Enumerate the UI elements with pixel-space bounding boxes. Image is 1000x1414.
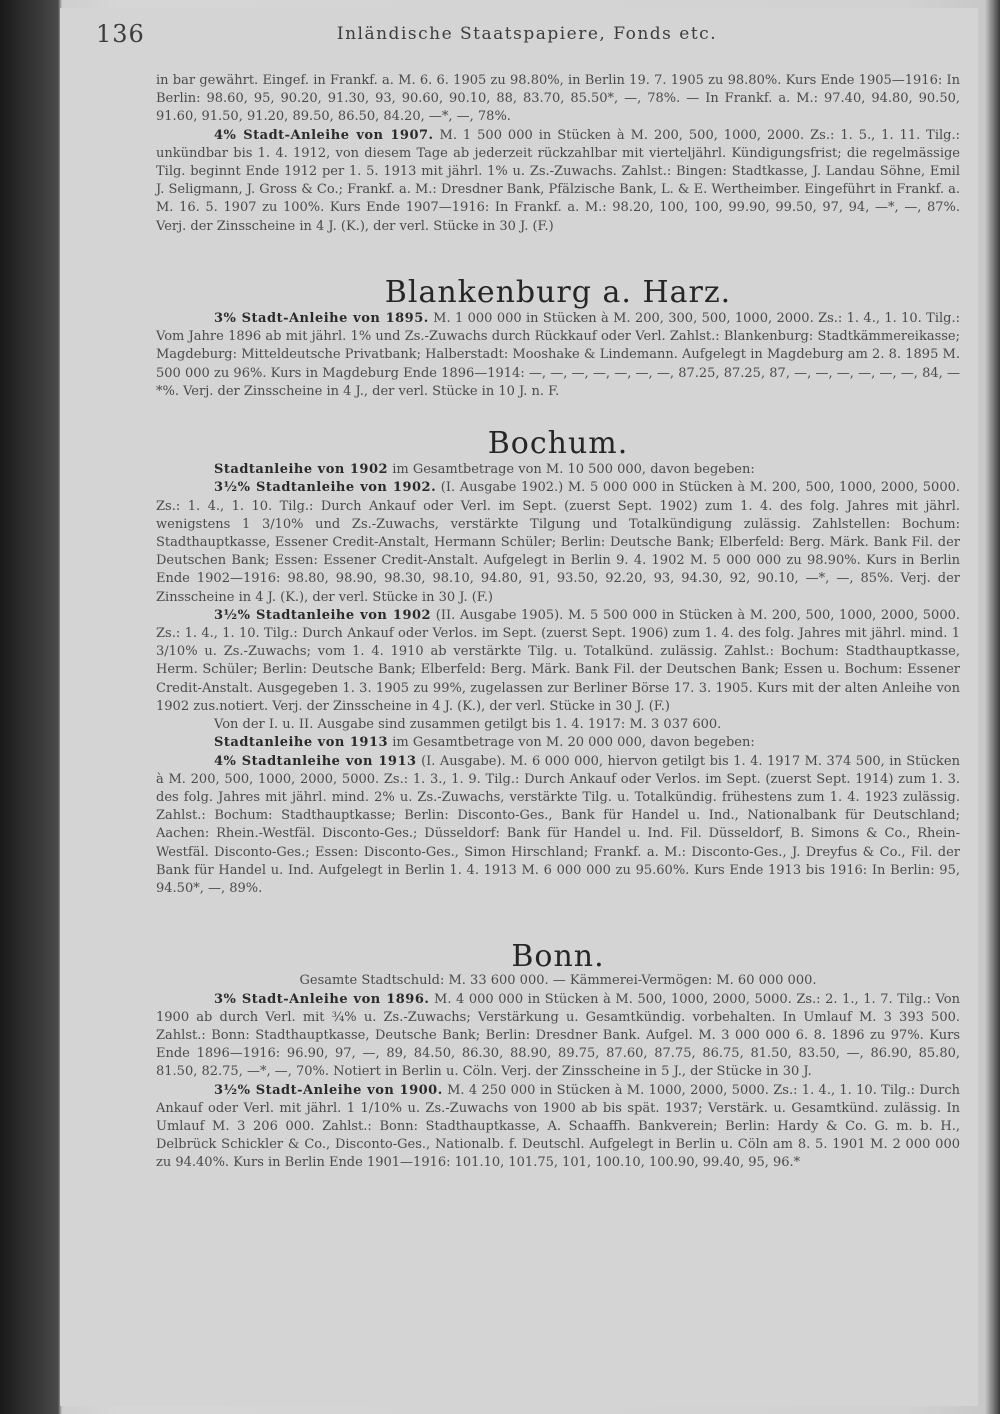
bochum-1913-heading: Stadtanleihe von 1913 bbox=[214, 735, 389, 751]
bochum-1902-heading: Stadtanleihe von 1902 bbox=[214, 462, 389, 478]
bonn-1900-entry bbox=[156, 1082, 960, 1173]
bonn-1896-text: M. 4 000 000 in Stücken à M. 500, 1000, 2000, 5000. Zs.: 2. 1., 1. 7. Tilg.: Von 1900 ab durch Verl. mit ¾% u. Zs.-Zuwachs; Verstärkung u. Gesamtkündig. vorbehalten. In Umlauf M. 3 393 500. Zahlst.: Bonn: Stadthauptkasse, Deutsche Bank; Berlin: Dresdner Bank. Aufgel. M. 3 000 000 6. 8. 1896 zu 97%. Kurs Ende 1896—1916: 96.90, 97, —, 89, 84.50, 86.30, 88.90, 89.75, 87.60, 87.75, 86.75, 81.50, 83.50, —, 86.90, 85.80, 81.50, 82.75, —*, —, 70%. Notiert in Berlin u. Cöln. Verj. der Zinsscheine in 5 J., der Stücke in 30 J. bbox=[156, 991, 961, 1080]
section-title-bochum: Bochum. bbox=[487, 426, 629, 462]
bochum-ausgabe-1-heading: 3½% Stadtanleihe von 1902. bbox=[214, 480, 437, 496]
bingen-1907-text: M. 1 500 000 in Stücken à M. 200, 500, 1000, 2000. Zs.: 1. 5., 1. 11. Tilg.: unkündbar bis 1. 4. 1912, von diesem Tage ab jederzeit rückzahlbar mit vierteljährl. Kündigungsfrist; die regelmässige Tilg. beginnt Ende 1912 per 1. 5. 1913 mit jährl. 1% u. Zs.-Zuwachs. Zahlst.: Bingen: Stadtkasse, J. Landau Söhne, Emil J. Seligmann, J. Gross & Co.; Frankf. a. M.: Dresdner Bank, Pfälzische Bank, L. & E. Wertheimber. Eingeführt in Frankf. a. M. 16. 5. 1907 zu 100%. Kurs Ende 1907—1916: In Frankf. a. M.: 98.20, 100, 100, 99.90, 99.50, 97, 94, —*, —, 87%. Verj. der Zinsscheine in 4 J. (K.), der verl. Stücke in 30 J. (F.) bbox=[156, 127, 961, 234]
blankenburg-entry bbox=[156, 310, 960, 401]
bochum-1913-intro-text: im Gesamtbetrage von M. 20 000 000, davon begeben: bbox=[392, 735, 755, 751]
bochum-1913-ausgabe-heading: 4% Stadtanleihe von 1913 bbox=[214, 753, 417, 769]
bingen-1907-entry bbox=[156, 127, 960, 236]
bonn-1896-entry bbox=[156, 991, 960, 1082]
bonn-1900-text: M. 4 250 000 in Stücken à M. 1000, 2000, 5000. Zs.: 1. 4., 1. 10. Tilg.: Durch Ankauf oder Verl. mit jährl. 1 1/10% u. Zs.-Zuwachs von 1900 ab bis spät. 1937; Verstärk. u. Gesamtkünd. zulässig. In Umlauf M. 3 206 000. Zahlst.: Bonn: Stadthauptkasse, A. Schaaffh. Bankverein; Berlin: Hardy & Co. G. m. b. H., Delbrück Schickler & Co., Disconto-Ges., Nationalb. f. Deutschl. Aufgelegt in Berlin u. Cöln am 8. 5. 1901 M. 2 000 000 zu 94.40%. Kurs in Berlin Ende 1901—1916: 101.10, 101.75, 101, 100.10, 100.90, 99.40, 95, 96.* bbox=[156, 1082, 960, 1171]
bochum-getilgt-note: Von der I. u. II. Ausgabe sind zusammen getilgt bis 1. 4. 1917: M. 3 037 600. bbox=[214, 717, 722, 733]
page-header bbox=[96, 20, 958, 50]
blankenburg-text: M. 1 000 000 in Stücken à M. 200, 300, 500, 1000, 2000. Zs.: 1. 4., 1. 10. Tilg.: Vom Jahre 1896 ab mit jährl. 1% und Zs.-Zuwachs durch Rückkauf oder Verl. Zahlst.: Blankenburg: Stadtkämmereikasse; Magdeburg: Mitteldeutsche Privatbank; Halberstadt: Mooshake & Lindemann. Aufgelegt in Magdeburg am 2. 8. 1895 M. 500 000 zu 96%. Kurs in Magdeburg Ende 1896—1914: —, —, —, —, —, —, —, 87.25, 87.25, 87, —, —, —, —, —, —, 84, —*%. Verj. der Zinsscheine in 4 J., der verl. Stücke in 10 J. n. F. bbox=[156, 311, 960, 399]
document-page bbox=[60, 8, 978, 1406]
page-number: 136 bbox=[96, 20, 145, 48]
bochum-1913-ausgabe-text: (I. Ausgabe). M. 6 000 000, hiervon getilgt bis 1. 4. 1917 M. 374 500, in Stücken à M. 200, 500, 1000, 2000, 5000. Zs.: 1. 3., 1. 9. Tilg.: Durch Ankauf oder Verlos. im Sept. (zuerst Sept. 1914) zum 1. 3. des folg. Jahres mit jährl. mind. 2% u. Zs.-Zuwachs, verstärkte Tilg. u. Totalkündig. frühestens zum 1. 4. 1923 zulässig. Zahlst.: Bochum: Stadthauptkasse; Berlin: Disconto-Ges., Bank für Handel u. Ind., Nationalbank für Deutschland; Aachen: Rhein.-Westfäl. Disconto-Ges.; Düsseldorf: Bank für Handel u. Ind. Fil. Düsseldorf, B. Simons & Co., Rhein-Westfäl. Disconto-Ges.; Essen: Disconto-Ges., Simon Hirschland; Frankf. a. M.: Disconto-Ges., J. Dreyfus & Co., Fil. der Bank für Handel u. Ind. Aufgelegt in Berlin 1. 4. 1913 M. 6 000 000 zu 95.60%. Kurs Ende 1913 bis 1916: In Berlin: 95, 94.50*, —, 89%. bbox=[156, 753, 960, 896]
bochum-1902-intro bbox=[156, 461, 960, 479]
bonn-1896-heading: 3% Stadt-Anleihe von 1896. bbox=[214, 991, 430, 1007]
section-title-bonn: Bonn. bbox=[511, 939, 605, 975]
bochum-1913-intro bbox=[156, 734, 960, 752]
bochum-ausgabe-1-text: (I. Ausgabe 1902.) M. 5 000 000 in Stücken à M. 200, 500, 1000, 2000, 5000. Zs.: 1. 4., 1. 10. Tilg.: Durch Ankauf oder Verl. im Sept. (zuerst Sept. 1902) zum 1. 4. des folg. Jahres mit jährl. wenigstens 1 3/10% und Zs.-Zuwachs, verstärkte Tilgung und Totalkündigung zulässig. Zahlstellen: Bochum: Stadthauptkasse, Essener Credit-Anstalt, Hermann Schüler; Berlin: Deutsche Bank; Elberfeld: Berg. Märk. Bank Fil. der Deutschen Bank; Essen: Essener Credit-Anstalt. Aufgelegt in Berlin 9. 4. 1902 M. 5 000 000 zu 98.90%. Kurs in Berlin Ende 1902—1916: 98.80, 98.90, 98.30, 98.10, 94.80, 91, 93.50, 92.20, 93, 94.30, 92, 90.10, —*, —, 85%. Verj. der Zinsscheine in 4 J. (K.), der verl. Stücke in 30 J. (F.) bbox=[156, 480, 960, 605]
bochum-1902-intro-text: im Gesamtbetrage von M. 10 500 000, davon begeben: bbox=[392, 462, 755, 478]
section-title-blankenburg: Blankenburg a. Harz. bbox=[384, 274, 732, 310]
page-body bbox=[156, 72, 960, 1173]
bochum-1902-ausgabe-2 bbox=[156, 607, 960, 716]
bonn-1900-heading: 3½% Stadt-Anleihe von 1900. bbox=[214, 1082, 443, 1098]
bochum-ausgabe-2-heading: 3½% Stadtanleihe von 1902 bbox=[214, 607, 432, 623]
bonn-summary: Gesamte Stadtschuld: M. 33 600 000. — Kämmerei-Vermögen: M. 60 000 000. bbox=[299, 973, 817, 989]
bingen-1907-heading: 4% Stadt-Anleihe von 1907. bbox=[214, 127, 434, 143]
intro-paragraph: in bar gewährt. Eingef. in Frankf. a. M. 6. 6. 1905 zu 98.80%, in Berlin 19. 7. 1905 zu 98.80%. Kurs Ende 1905—1916: In Berlin: 98.60, 95, 90.20, 91.30, 93, 90.60, 90.10, 88, 83.70, 85.50*, —, 78%. — In Frankf. a. M.: 97.40, 94.80, 90.50, 91.60, 91.50, 91.20, 89.50, 86.50, 84.20, —*, —, 78%. bbox=[156, 73, 960, 125]
running-title: Inländische Staatspapiere, Fonds etc. bbox=[336, 24, 718, 44]
bochum-1913-ausgabe bbox=[156, 753, 960, 899]
blankenburg-heading: 3% Stadt-Anleihe von 1895. bbox=[214, 311, 429, 327]
bochum-ausgabe-2-text: (II. Ausgabe 1905). M. 5 500 000 in Stücken à M. 200, 500, 1000, 2000, 5000. Zs.: 1. 4., 1. 10. Tilg.: Durch Ankauf oder Verlos. im Sept. (zuerst Sept. 1906) zum 1. 4. des folg. Jahres mit jährl. mind. 1 3/10% u. Zs.-Zuwachs; vom 1. 4. 1910 ab verstärkte Tilg. u. Totalkünd. zulässig. Zahlst.: Bochum: Stadthauptkasse, Herm. Schüler; Berlin: Deutsche Bank; Elberfeld: Berg. Märk. Bank Fil. der Deutschen Bank; Essen u. Bochum: Essener Credit-Anstalt. Ausgegeben 1. 3. 1905 zu 99%, zugelassen zur Berliner Börse 17. 3. 1905. Kurs mit der alten Anleihe von 1902 zus.notiert. Verj. der Zinsscheine in 4 J. (K.), der verl. Stücke in 30 J. (F.) bbox=[156, 607, 960, 714]
bochum-1902-ausgabe-1 bbox=[156, 479, 960, 606]
